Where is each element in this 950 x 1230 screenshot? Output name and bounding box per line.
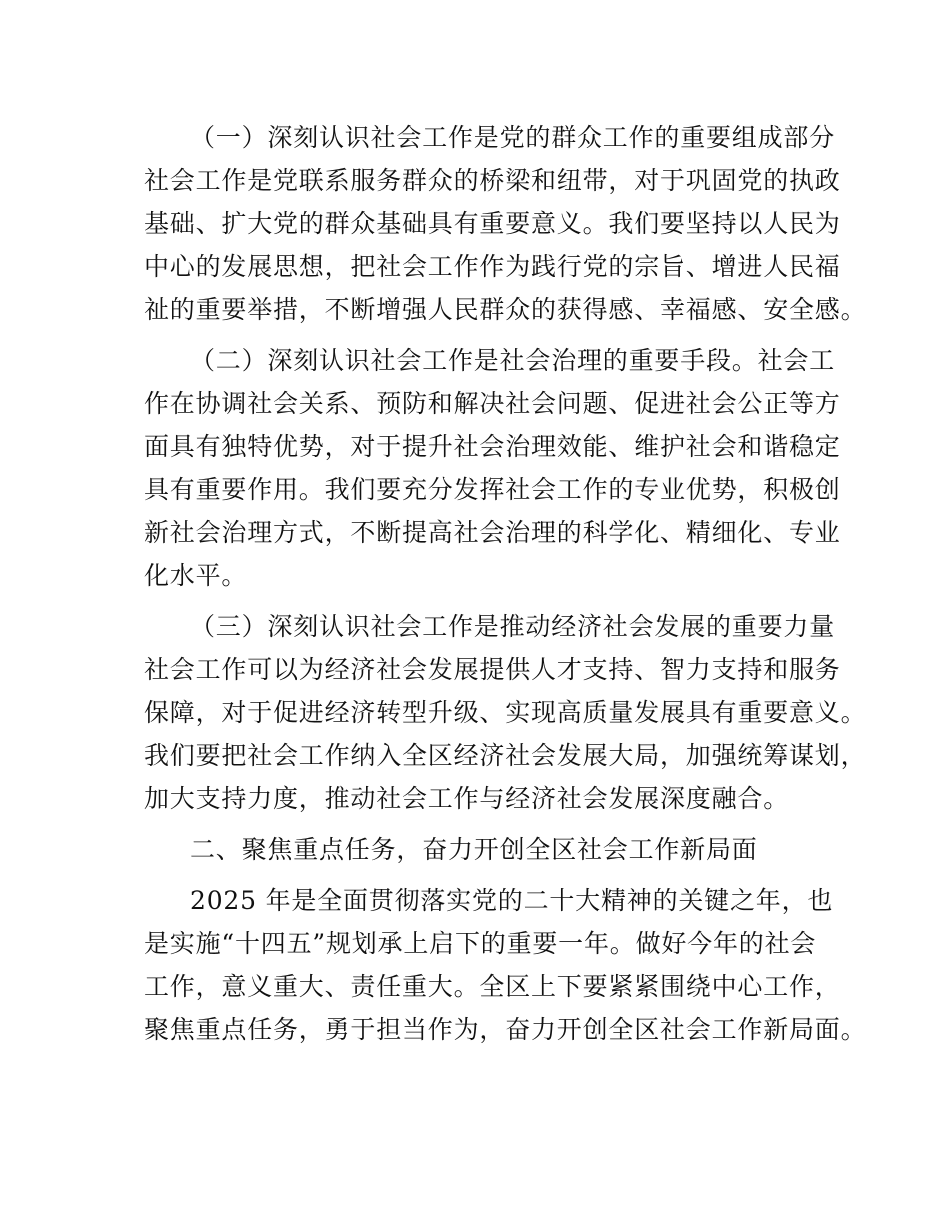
paragraph-line: 社会工作是党联系服务群众的桥梁和纽带，对于巩固党的执政 [144,166,841,195]
document-body [144,116,867,1059]
paragraph-line: 我们要把社会工作纳入全区经济社会发展大局，加强统筹谋划， [144,741,867,770]
section-heading [144,828,814,871]
paragraph-line: 是实施“十四五”规划承上启下的重要一年。做好今年的社会 [144,929,817,958]
paragraph-line: 聚焦重点任务，勇于担当作为，奋力开创全区社会工作新局面。 [144,1015,867,1044]
paragraph-line: 面具有独特优势，对于提升社会治理效能、维护社会和谐稳定 [144,432,841,461]
paragraph-2 [144,339,841,597]
paragraph-line: 祉的重要举措，不断增强人民群众的获得感、幸福感、安全感。 [144,295,867,324]
paragraph-1 [144,116,867,331]
paragraph-heading-line: （二）深刻认识社会工作是社会治理的重要手段。社会工 [190,346,836,375]
paragraph-heading-line: （一）深刻认识社会工作是党的群众工作的重要组成部分 [190,123,836,152]
paragraph-4 [144,879,867,1051]
paragraph-line: 加大支持力度，推动社会工作与经济社会发展深度融合。 [144,784,790,813]
paragraph-line: 工作，意义重大、责任重大。全区上下要紧紧围绕中心工作， [144,972,841,1001]
section-heading-line: 二、聚焦重点任务，奋力开创全区社会工作新局面 [190,835,758,864]
paragraph-line: 具有重要作用。我们要充分发挥社会工作的专业优势，积极创 [144,475,841,504]
paragraph-line: 基础、扩大党的群众基础具有重要意义。我们要坚持以人民为 [144,209,841,238]
paragraph-line: 化水平。 [144,561,248,590]
paragraph-first-line: 2025 年是全面贯彻落实党的二十大精神的关键之年，也 [190,886,834,915]
paragraph-line: 保障，对于促进经济转型升级、实现高质量发展具有重要意义。 [144,698,867,727]
paragraph-heading-line: （三）深刻认识社会工作是推动经济社会发展的重要力量 [190,612,836,641]
paragraph-line: 新社会治理方式，不断提高社会治理的科学化、精细化、专业 [144,518,841,547]
paragraph-3 [144,605,867,820]
paragraph-line: 作在协调社会关系、预防和解决社会问题、促进社会公正等方 [144,389,841,418]
paragraph-line: 社会工作可以为经济社会发展提供人才支持、智力支持和服务 [144,655,841,684]
paragraph-line: 中心的发展思想，把社会工作作为践行党的宗旨、增进人民福 [144,252,841,281]
